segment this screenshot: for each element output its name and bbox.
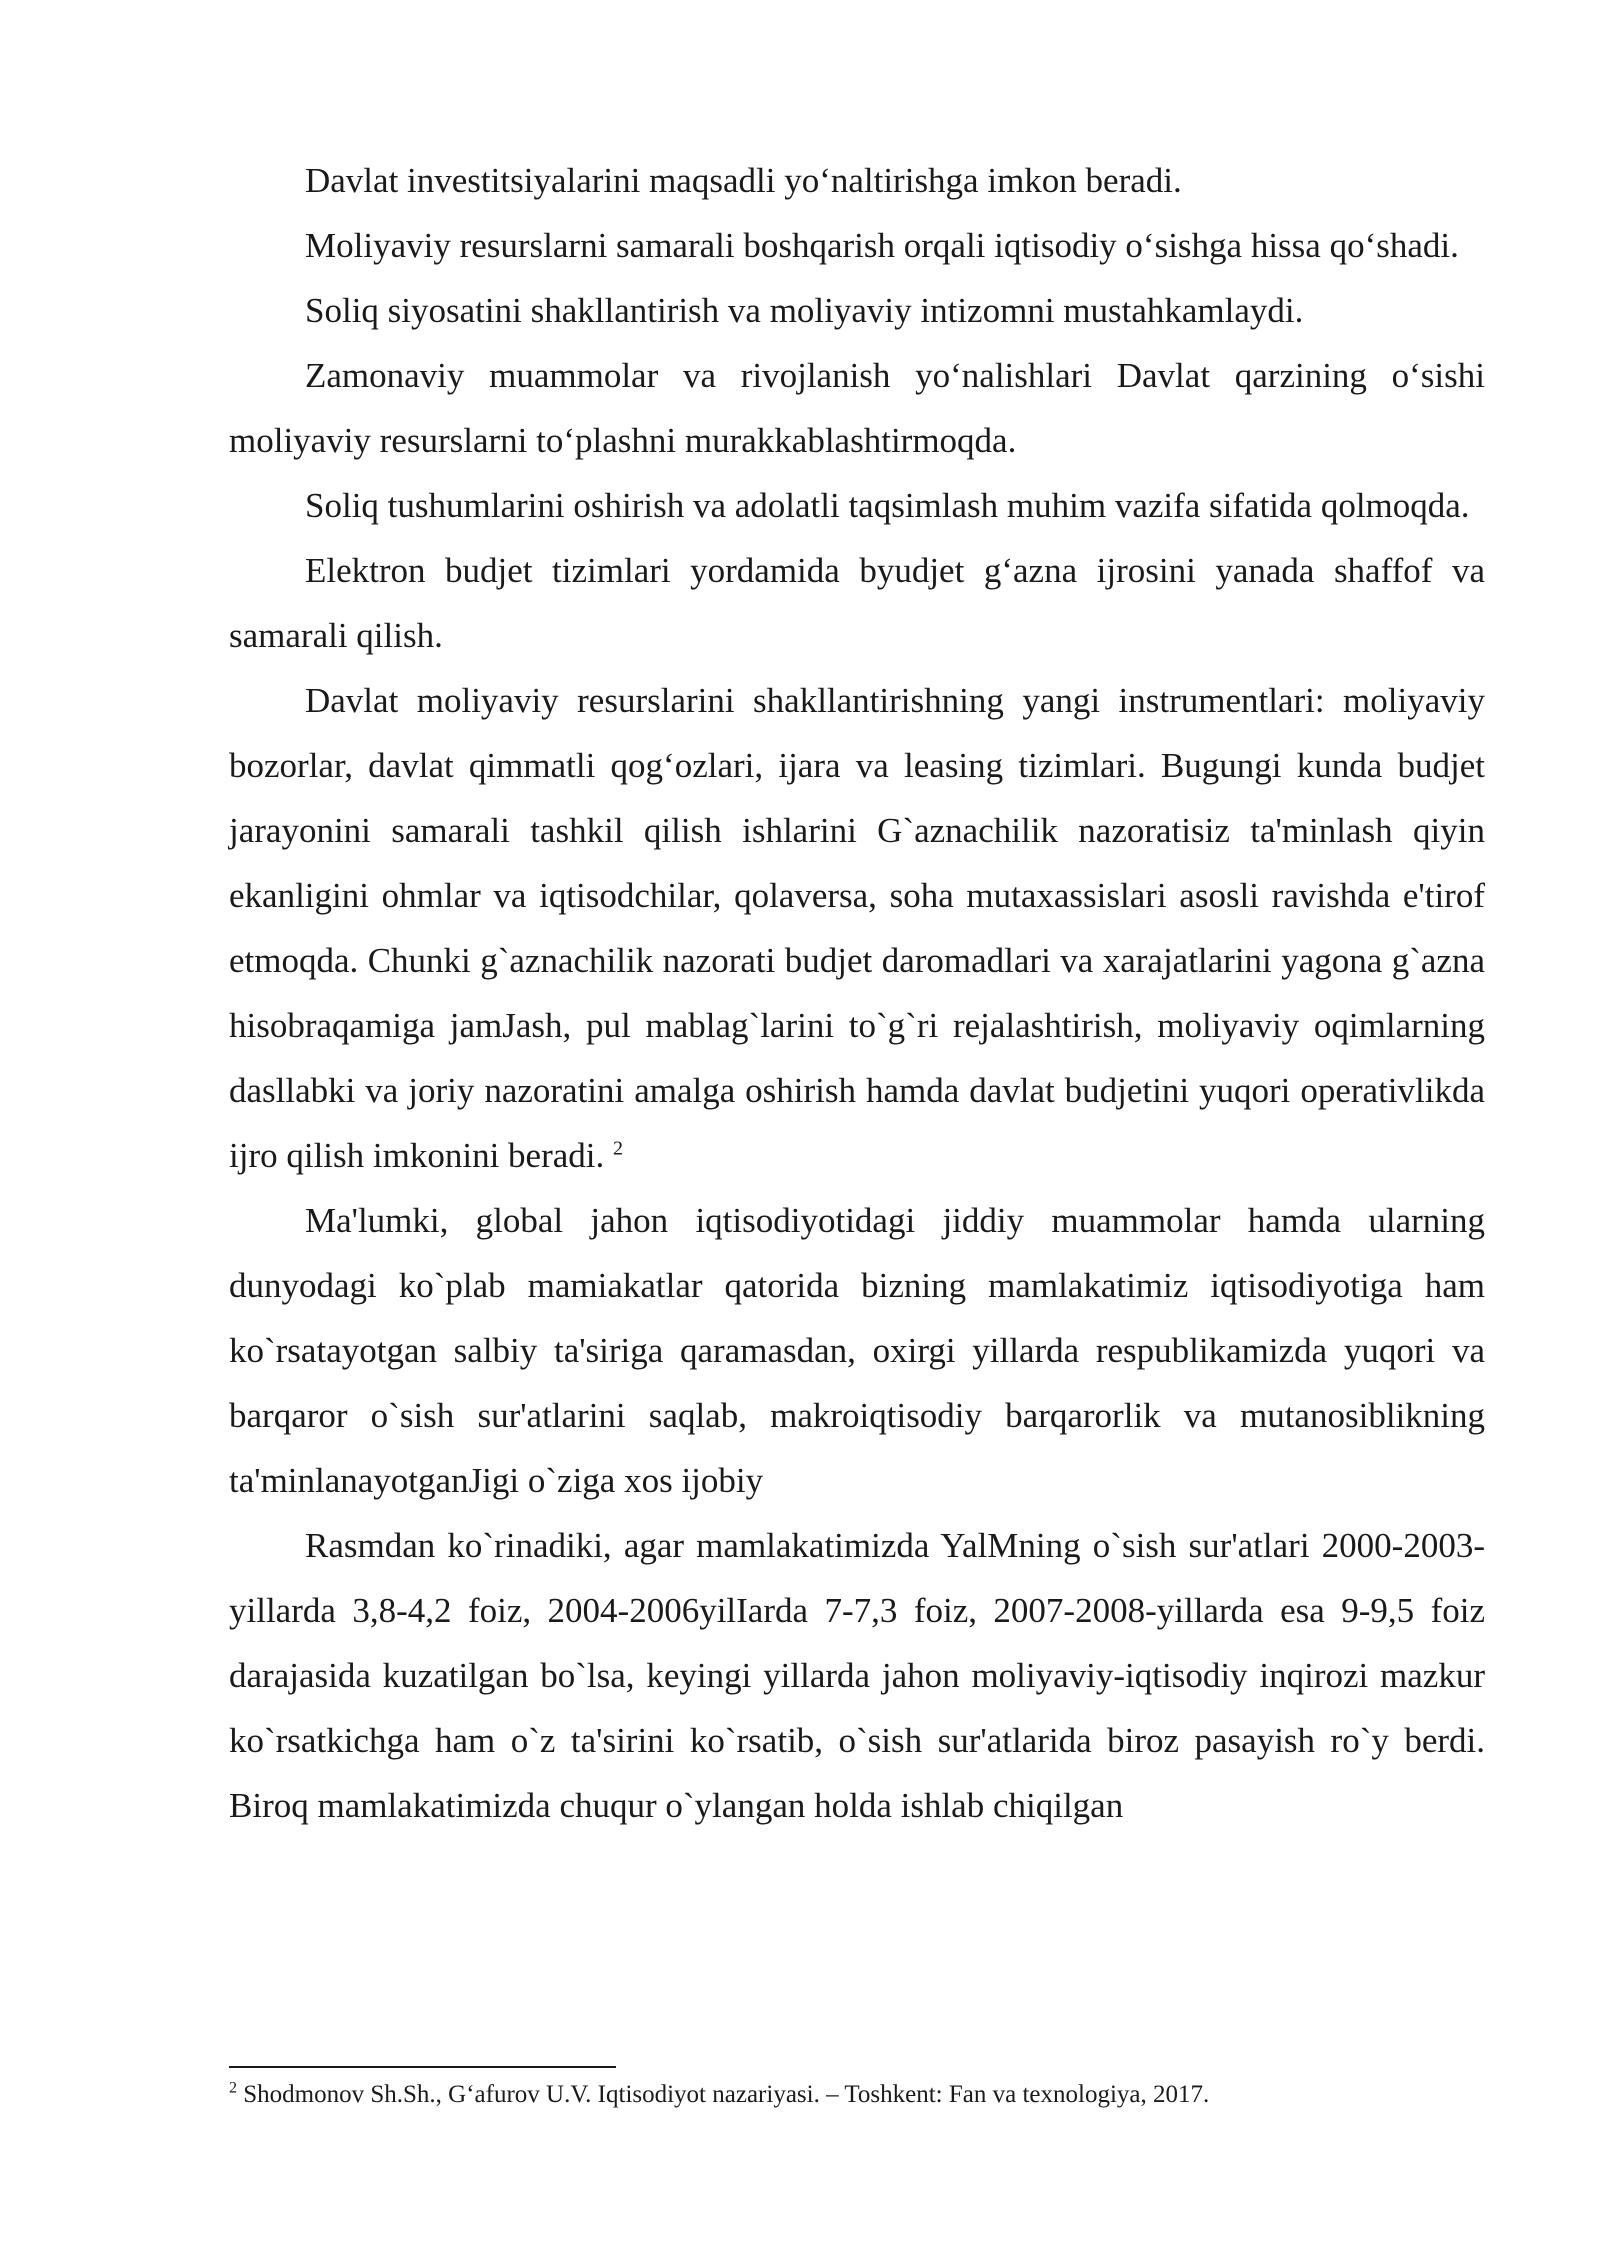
footnote-divider (229, 2066, 616, 2068)
paragraph (229, 1513, 1485, 1838)
paragraph (229, 278, 1485, 343)
paragraph-text: Davlat moliyaviy resurslarini shakllantirishning yangi instrumentlari: moliyaviy bozorlar, davlat qimmatli qog‘ozlari, ijara va leasing tizimlari. Bugungi kunda budjet jarayonini samarali tashkil qilish ishlarini G`aznachilik nazoratisiz ta'minlash qiyin ekanligini ohmlar va iqtisodchilar, qolaversa, soha mutaxassislari asosli ravishda e'tirof etmoqda. Chunki g`aznachilik nazorati budjet daromadlari va xarajatlarini yagona g`azna hisobraqamiga jamJash, pul mablag`larini to`g`ri rejalashtirish, moliyaviy oqimlarning dasllabki va joriy nazoratini amalga oshirish hamda davlat budjetini yuqori operativlikda ijro qilish imkonini beradi. (229, 681, 1485, 1175)
footnote-number: 2 (229, 2079, 237, 2097)
paragraph (229, 1188, 1485, 1513)
paragraph-text: Ma'lumki, global jahon iqtisodiyotidagi jiddiy muammolar hamda ularning dunyodagi ko`plab mamiakatlar qatorida bizning mamlakatimiz iqtisodiyotiga ham ko`rsatayotgan salbiy ta'siriga qaramasdan, oxirgi yillarda respublikamizda yuqori va barqaror o`sish sur'atlarini saqlab, makroiqtisodiy barqarorlik va mutanosiblikning ta'minlanayotganJigi o`ziga xos ijobiy (229, 1201, 1485, 1500)
footnote (229, 2078, 1485, 2112)
paragraph-text: Soliq tushumlarini oshirish va adolatli taqsimlash muhim vazifa sifatida qolmoqda. (305, 486, 1470, 525)
paragraph (229, 538, 1485, 668)
footnote-reference[interactable]: 2 (613, 1137, 623, 1160)
paragraph-text: Elektron budjet tizimlari yordamida byudjet g‘azna ijrosini yanada shaffof va samarali qilish. (229, 551, 1485, 655)
paragraph (229, 213, 1485, 278)
paragraph (229, 668, 1485, 1188)
body-text (229, 148, 1485, 1838)
paragraph-text: Zamonaviy muammolar va rivojlanish yo‘nalishlari Davlat qarzining o‘sishi moliyaviy resurslarni to‘plashni murakkablashtirmoqda. (229, 356, 1485, 460)
paragraph-text: Davlat investitsiyalarini maqsadli yo‘naltirishga imkon beradi. (305, 161, 1182, 200)
paragraph-text: Moliyaviy resurslarni samarali boshqarish orqali iqtisodiy o‘sishga hissa qo‘shadi. (305, 226, 1459, 265)
paragraph (229, 343, 1485, 473)
paragraph-text: Soliq siyosatini shakllantirish va moliyaviy intizomni mustahkamlaydi. (305, 291, 1304, 330)
paragraph (229, 148, 1485, 213)
footnote-text: Shodmonov Sh.Sh., G‘afurov U.V. Iqtisodiyot nazariyasi. – Toshkent: Fan va texnologiya, 2017. (243, 2081, 1210, 2108)
paragraph (229, 473, 1485, 538)
paragraph-text: Rasmdan ko`rinadiki, agar mamlakatimizda YalMning o`sish sur'atlari 2000-2003-yillarda 3,8-4,2 foiz, 2004-2006yilIarda 7-7,3 foiz, 2007-2008-yillarda esa 9-9,5 foiz darajasida kuzatilgan bo`lsa, keyingi yillarda jahon moliyaviy-iqtisodiy inqirozi mazkur ko`rsatkichga ham o`z ta'sirini ko`rsatib, o`sish sur'atlarida biroz pasayish ro`y berdi. Biroq mamlakatimizda chuqur o`ylangan holda ishlab chiqilgan (229, 1526, 1485, 1825)
